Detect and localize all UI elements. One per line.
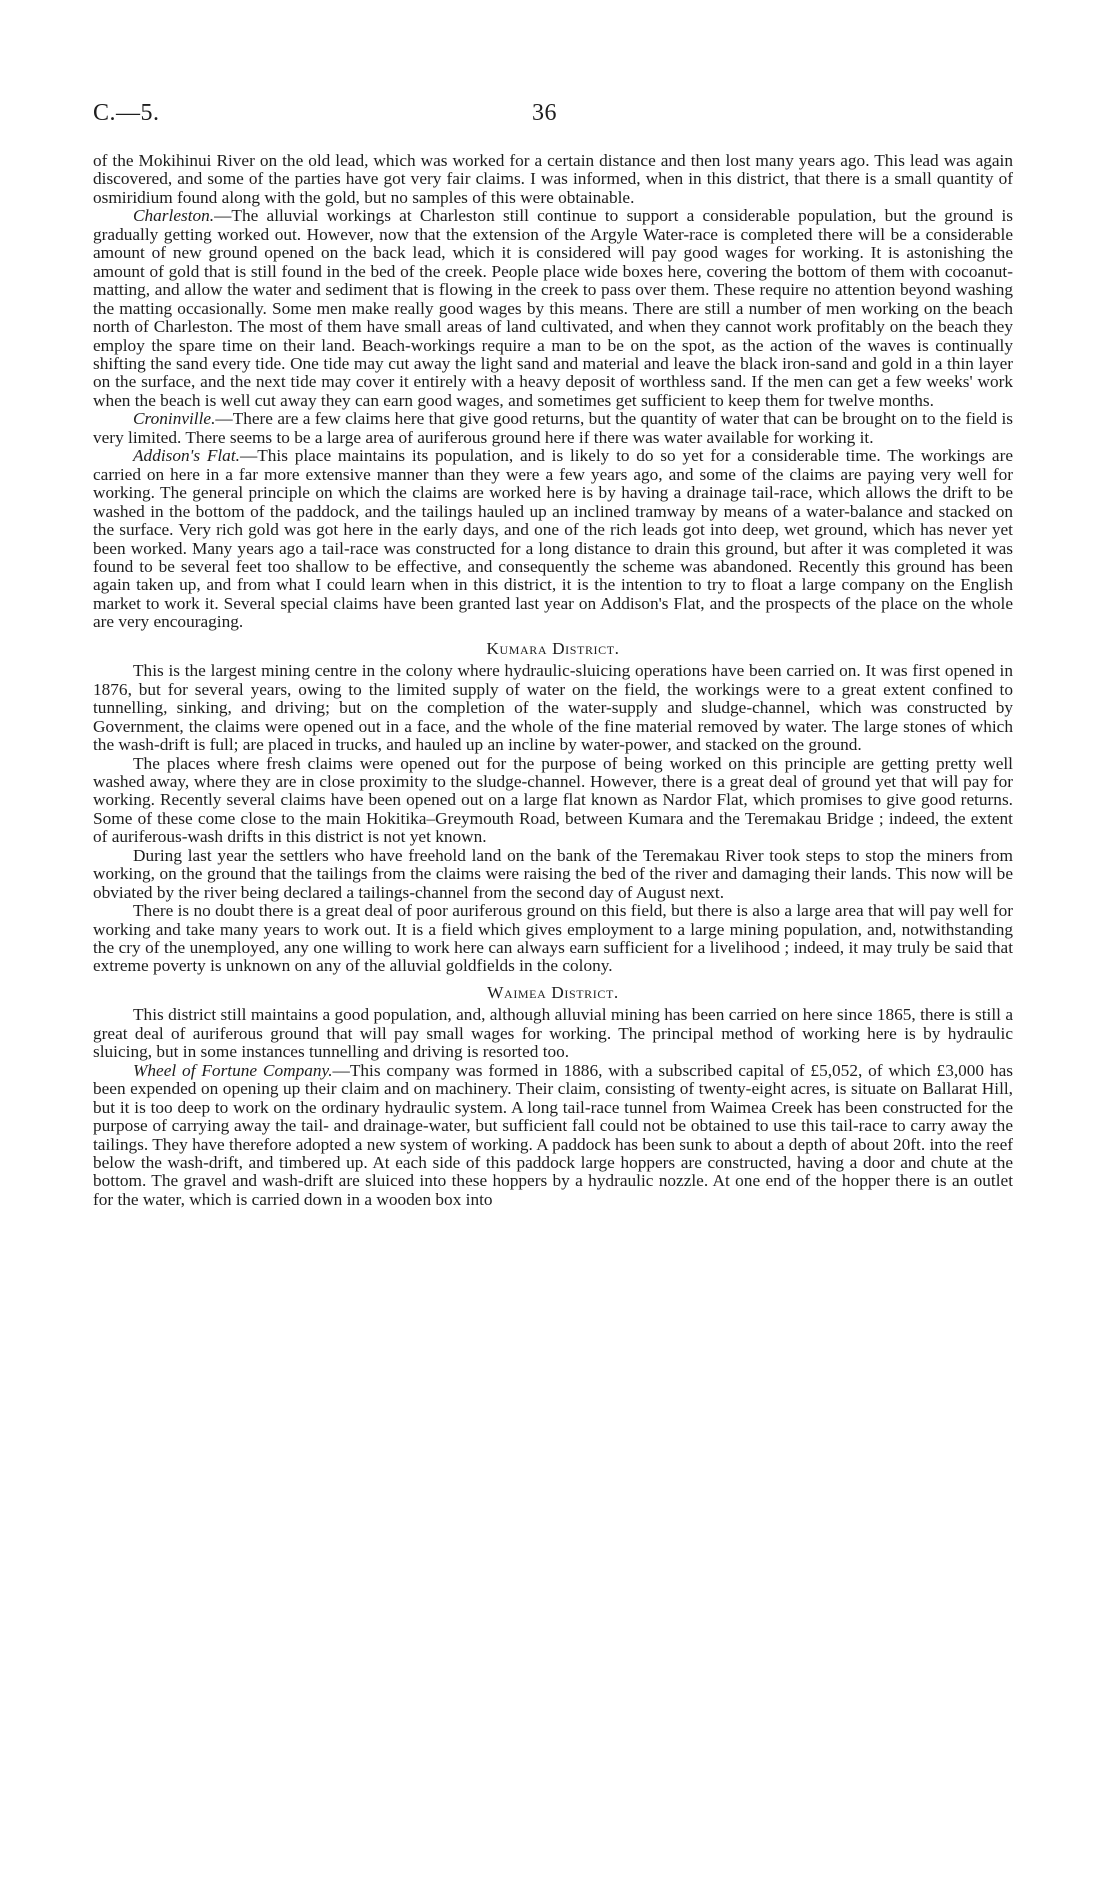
page-number: 36 [532,100,557,126]
paragraph: The places where fresh claims were opened out for the purpose of being worked on this principle are getting pretty well washed away, where they are in close proximity to the sludge-channel. However, there is a great deal of ground yet that will pay for working. Recently several claims have been opened out on a large flat known as Nardor Flat, which promises to give good returns. Some of these come close to the main Hokitika–Greymouth Road, between Kumara and the Teremakau Bridge ; indeed, the extent of auriferous-wash drifts in this district is not yet known. [93,753,1013,847]
section-title: Addison's Flat. [133,446,240,466]
paragraph: This district still maintains a good population, and, although alluvial mining has been carried on here since 1865, there is still a great deal of auriferous ground that will pay small wages for working. The principal method of working here is by hydraulic sluicing, but in some instances tunnelling and driving is resorted too. [93,1005,1013,1062]
document-reference: C.—5. [93,100,160,126]
paragraph-charleston: Charleston.—The alluvial workings at Charleston still continue to support a considerable population, but the ground is gradually getting worked out. However, now that the extension of the Argyle Water-race is completed there will be a considerable amount of new ground opened on the back lead, which it is considered will pay good wages for working. It is astonishing the amount of gold that is still found in the bed of the creek. People place wide boxes here, covering the bottom of them with cocoanut-matting, and allow the water and sediment that is flowing in the creek to pass over them. These require no attention beyond washing the matting occasionally. Some men make really good wages by this means. There are still a number of men working on the beach north of Charleston. The most of them have small areas of land cultivated, and when they cannot work profitably on the beach they employ the spare time on their land. Beach-workings require a man to be on the spot, as the action of the waves is continually shifting the sand every tide. One tide may cut away the light sand and material and leave the black iron-sand and gold in a thin layer on the surface, and the next tide may cover it entirely with a heavy deposit of worthless sand. If the men can get a few weeks' work when the beach is well cut away they can earn good wages, and sometimes get sufficient to keep them for twelve months. [93,206,1013,410]
paragraph-croninville: Croninville.—There are a few claims here that give good returns, but the quantity of water that can be brought on to the field is very limited. There seems to be a large area of auriferous ground here if there was water available for working it. [93,409,1013,447]
heading-kumara-district: Kumara District. [486,638,620,658]
paragraph-wheel-of-fortune: Wheel of Fortune Company.—This company was formed in 1886, with a subscribed capital of £5,052, of which £3,000 has been expended on opening up their claim and on machinery. Their claim, consisting of twenty-eight acres, is situate on Ballarat Hill, but it is too deep to work on the ordinary hydraulic system. A long tail-race tunnel from Waimea Creek has been constructed for the purpose of carrying away the tail- and drainage-water, but sufficient fall could not be obtained to use this tail-race to carry away the tailings. They have therefore adopted a new system of working. A paddock has been sunk to about a depth of about 20ft. into the reef below the wash-drift, and timbered up. At each side of this paddock large hoppers are constructed, having a door and chute at the bottom. The gravel and wash-drift are sluiced into these hoppers by a hydraulic nozzle. At one end of the hopper there is an outlet for the water, which is carried down in a wooden box into [93,1060,1013,1209]
paragraph: There is no doubt there is a great deal of poor auriferous ground on this field, but there is also a large area that will pay well for working and take many years to work out. It is a field which gives employment to a large mining population, and, notwithstanding the cry of the unemployed, any one willing to work here can always earn sufficient for a livelihood ; indeed, it may truly be said that extreme poverty is unknown on any of the alluvial goldfields in the colony. [93,901,1013,976]
paragraph: During last year the settlers who have freehold land on the bank of the Teremakau River took steps to stop the miners from working, on the ground that the tailings from the claims were raising the bed of the river and damaging their lands. This now will be obviated by the river being declared a tailings-channel from the second day of August next. [93,845,1013,902]
section-title: Wheel of Fortune Company. [133,1060,333,1080]
paragraph: of the Mokihinui River on the old lead, which was worked for a certain distance and then lost many years ago. This lead was again discovered, and some of the parties have got very fair claims. I was informed, when in this district, that there is a small quantity of osmiridium found along with the gold, but no samples of this were obtainable. [93,151,1013,207]
section-title: Croninville. [133,409,216,429]
paragraph-addisons-flat: Addison's Flat.—This place maintains its population, and is likely to do so yet for a considerable time. The workings are carried on here in a far more extensive manner than they were a few years ago, and some of the claims are paying very well for working. The general principle on which the claims are worked here is by having a drainage tail-race, which allows the drift to be washed in the bottom of the paddock, and the tailings hauled up an inclined tramway by means of a water-balance and stacked on the surface. Very rich gold was got here in the early days, and one of the rich leads got into deep, wet ground, which has never yet been worked. Many years ago a tail-race was constructed for a long distance to drain this ground, but after it was completed it was found to be several feet too shallow to be effective, and consequently the scheme was abandoned. Recently this ground has been again taken up, and from what I could learn when in this district, it is the intention to try to float a large company on the English market to work it. Several special claims have been granted last year on Addison's Flat, and the prospects of the place on the whole are very encouraging. [93,446,1013,632]
paragraph: This is the largest mining centre in the colony where hydraulic-sluicing operations have been carried on. It was first opened in 1876, but for several years, owing to the limited supply of water on the field, the workings were to a great extent confined to tunnelling, sinking, and driving; but on the completion of the water-supply and sludge-channel, which was constructed by Government, the claims were opened out in a face, and the whole of the fine material removed by water. The large stones of which the wash-drift is full; are placed in trucks, and hauled up an incline by water-power, and stacked on the ground. [93,661,1013,755]
body-text [93,152,1013,1209]
heading-waimea-district: Waimea District. [487,982,619,1002]
section-title: Charleston. [133,206,215,226]
